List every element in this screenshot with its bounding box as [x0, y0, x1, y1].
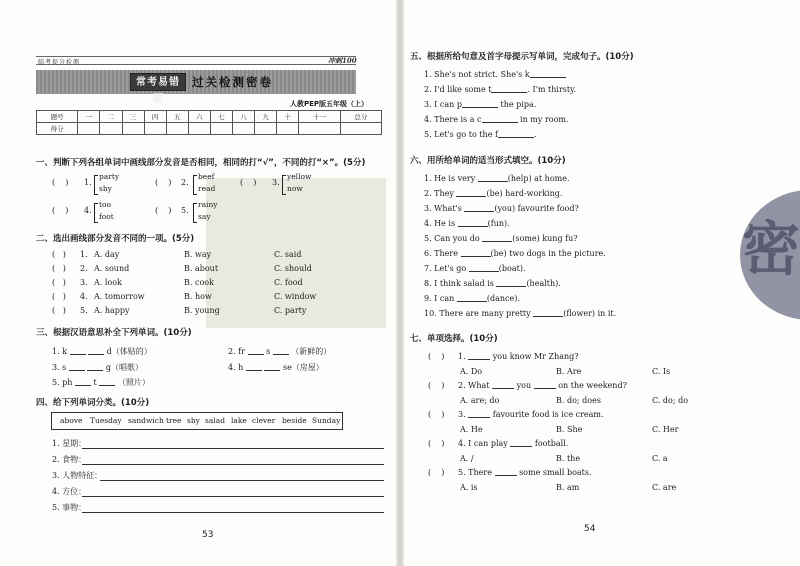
sentence-post: (you) favourite food? — [494, 204, 579, 213]
answer-paren[interactable]: ( ) — [428, 352, 445, 361]
category-label: 4. 方位： — [52, 487, 87, 496]
table-cell: 得分 — [37, 123, 78, 135]
question-post: on the weekend? — [558, 381, 627, 390]
blank[interactable] — [482, 122, 518, 123]
word-bank-word: above — [60, 416, 83, 425]
option-c: C. Is — [652, 367, 671, 376]
blank[interactable] — [69, 370, 85, 371]
answer-paren[interactable]: ( ) — [52, 278, 66, 287]
bracket — [94, 202, 98, 223]
answer-paren[interactable]: ( ) — [52, 264, 66, 273]
option-c: C. do; do — [652, 396, 689, 405]
fill-hint: （体贴的） — [111, 347, 152, 356]
sentence-post: (flower) in it. — [563, 309, 617, 318]
edition-label: 人教PEP版五年级（上） — [290, 100, 369, 108]
section-3-heading: 三、根据汉语意思补全下列单词。(10分) — [36, 328, 192, 338]
section-2-heading: 二、选出画线部分发音不同的一项。(5分) — [36, 234, 195, 244]
fill-prefix: 4. h — [228, 363, 244, 372]
sentence-item — [424, 70, 566, 79]
word-bank-word: shy — [187, 416, 200, 425]
table-cell: 十一 — [299, 111, 340, 123]
answer-paren[interactable]: ( ) — [428, 381, 445, 390]
blank[interactable] — [530, 77, 566, 78]
item-number: 5. — [181, 206, 189, 215]
blank[interactable] — [264, 370, 280, 371]
answer-paren[interactable]: ( ) — [155, 178, 172, 187]
option-b: B. am — [556, 483, 580, 492]
answer-line[interactable] — [100, 480, 384, 481]
sentence-item — [424, 130, 537, 139]
score-cell[interactable] — [299, 123, 340, 135]
sentence-post: . — [533, 130, 537, 139]
fill-item — [228, 346, 331, 357]
sentence-pre: 4. There is a c — [424, 115, 482, 124]
sentence-pre: 4. He is — [424, 219, 456, 228]
option-b: B. how — [184, 292, 212, 301]
fill-hint: （新鲜的） — [291, 347, 332, 356]
blank[interactable] — [75, 385, 91, 386]
option-b: B. cook — [184, 278, 214, 287]
word-bank-word: lake — [231, 416, 247, 425]
option-c: C. a — [652, 454, 668, 463]
sentence-item — [424, 115, 569, 124]
answer-line[interactable] — [82, 512, 384, 513]
option-b: B. the — [556, 454, 581, 463]
word-bottom: now — [287, 184, 303, 193]
blank[interactable] — [462, 107, 498, 108]
word-top: yellow — [287, 172, 312, 181]
blank[interactable] — [464, 211, 494, 212]
score-cell[interactable] — [122, 123, 144, 135]
table-cell: 四 — [144, 111, 166, 123]
option-c: C. are — [652, 483, 677, 492]
word-bank-word: sandwich — [128, 416, 164, 425]
bracket — [193, 202, 197, 223]
word-top: too — [99, 200, 112, 209]
answer-paren[interactable]: ( ) — [52, 178, 69, 187]
blank[interactable] — [246, 370, 262, 371]
score-table-score-row — [37, 123, 382, 135]
fill-mid: se — [282, 363, 292, 372]
blank[interactable] — [510, 446, 532, 447]
fill-prefix: 2. fr — [228, 347, 245, 356]
option-c: C. said — [274, 250, 302, 259]
option-c: C. window — [274, 292, 317, 301]
option-b: B. way — [184, 250, 212, 259]
answer-paren[interactable]: ( ) — [52, 306, 66, 315]
sentence-post: (dance). — [486, 294, 520, 303]
sentence-post: in my room. — [517, 115, 569, 124]
series-logo: 常考易错题 — [130, 73, 186, 91]
category-label: 3. 人物特征： — [52, 471, 103, 480]
table-cell: 二 — [100, 111, 122, 123]
word-top: rainy — [198, 200, 218, 209]
sentence-pre: 2. I'd like some t — [424, 85, 492, 94]
blank[interactable] — [495, 475, 517, 476]
fill-hint: （房屋） — [291, 363, 324, 372]
answer-paren[interactable]: ( ) — [155, 206, 172, 215]
item-number: 1. — [84, 178, 92, 187]
table-cell: 六 — [188, 111, 210, 123]
option-a: A. happy — [94, 306, 130, 315]
option-c: C. Her — [652, 425, 679, 434]
blank[interactable] — [478, 181, 508, 182]
word-bottom: shy — [99, 184, 112, 193]
question — [458, 352, 579, 361]
brand-right: 冲刺100 — [328, 56, 357, 65]
sentence-post: (boat). — [498, 264, 526, 273]
question-post: you know Mr Zhang? — [492, 352, 579, 361]
sentence-post: (some) kung fu? — [512, 234, 578, 243]
blank[interactable] — [456, 196, 486, 197]
blank[interactable] — [461, 256, 491, 257]
word-bank — [51, 412, 343, 430]
table-cell: 五 — [166, 111, 188, 123]
fill-mid: d — [106, 347, 112, 356]
option-b: B. She — [556, 425, 583, 434]
option-a: A. Do — [460, 367, 483, 376]
answer-line[interactable] — [82, 448, 384, 449]
fill-prefix: 5. ph — [52, 378, 73, 387]
sentence-item — [424, 219, 510, 228]
option-c: C. party — [274, 306, 307, 315]
table-cell: 七 — [210, 111, 232, 123]
blank[interactable] — [498, 137, 534, 138]
option-b: B. do; does — [556, 396, 601, 405]
sentence-item — [424, 279, 561, 288]
score-cell[interactable] — [233, 123, 255, 135]
word-bank-word: clever — [252, 416, 276, 425]
item-number: 3. — [80, 278, 88, 287]
table-cell: 十 — [277, 111, 299, 123]
fill-mid: t — [93, 378, 97, 387]
word-bottom: foot — [99, 212, 114, 221]
option-a: A. is — [460, 483, 478, 492]
question-pre: 3. — [458, 410, 466, 419]
sentence-pre: 1. She's not strict. She's k — [424, 70, 530, 79]
blank[interactable] — [88, 354, 104, 355]
blank[interactable] — [496, 286, 526, 287]
sentence-item — [424, 264, 526, 273]
answer-line[interactable] — [82, 496, 384, 497]
sentence-item — [424, 249, 606, 258]
score-table — [36, 110, 382, 135]
word-bottom: say — [198, 212, 211, 221]
category-label: 2. 食物： — [52, 455, 87, 464]
item-number: 2. — [181, 178, 189, 187]
option-a: A. day — [94, 250, 120, 259]
table-cell: 题号 — [37, 111, 78, 123]
sentence-item — [424, 100, 536, 109]
section-4-heading: 四、给下列单词分类。(10分) — [36, 398, 150, 408]
option-a: A. sound — [94, 264, 130, 273]
fill-hint: （照片） — [117, 378, 150, 387]
option-a: A. are; do — [460, 396, 500, 405]
bracket — [282, 174, 286, 195]
sentence-item — [424, 174, 570, 183]
sentence-post: (be) two dogs in the picture. — [490, 249, 606, 258]
score-cell[interactable] — [340, 123, 381, 135]
answer-paren[interactable]: ( ) — [52, 206, 69, 215]
fill-item — [52, 362, 143, 373]
sentence-post: the pipa. — [497, 100, 537, 109]
sentence-post: (be) hard-working. — [486, 189, 563, 198]
sentence-pre: 1. He is very — [424, 174, 476, 183]
brand-bar — [36, 56, 356, 65]
item-number: 3. — [272, 178, 280, 187]
sentence-post: . I'm thirsty. — [527, 85, 577, 94]
question — [458, 410, 604, 419]
section-7-heading: 七、单项选择。(10分) — [410, 334, 498, 344]
score-cell[interactable] — [210, 123, 232, 135]
sentence-item — [424, 294, 520, 303]
question-pre: 2. What — [458, 381, 490, 390]
word-top: party — [99, 172, 120, 181]
sentence-item — [424, 85, 576, 94]
score-cell[interactable] — [100, 123, 122, 135]
option-a: A. look — [94, 278, 122, 287]
score-cell[interactable] — [277, 123, 299, 135]
question — [458, 468, 592, 477]
fill-prefix: 1. k — [52, 347, 68, 356]
brand-tag: 临考提分检测 — [38, 59, 81, 66]
option-b: B. about — [184, 264, 219, 273]
sentence-pre: 3. What's — [424, 204, 462, 213]
blank[interactable] — [468, 417, 490, 418]
question — [458, 439, 568, 448]
question-pre: 1. — [458, 352, 466, 361]
option-a: A. tomorrow — [94, 292, 145, 301]
item-number: 5. — [80, 306, 88, 315]
item-number: 1. — [80, 250, 88, 259]
answer-paren[interactable]: ( ) — [428, 410, 445, 419]
blank[interactable] — [273, 354, 289, 355]
blank[interactable] — [87, 370, 103, 371]
sentence-post: (health). — [526, 279, 561, 288]
score-cell[interactable] — [255, 123, 277, 135]
question-pre: 4. I can play — [458, 439, 508, 448]
table-cell: 三 — [122, 111, 144, 123]
bracket — [94, 174, 98, 195]
word-bank-word: tree — [166, 416, 182, 425]
question — [458, 381, 627, 390]
sentence-item — [424, 189, 562, 198]
page-number: 54 — [584, 524, 596, 534]
sentence-pre: 6. There — [424, 249, 458, 258]
blank[interactable] — [469, 271, 499, 272]
sentence-item — [424, 309, 616, 318]
blank[interactable] — [468, 359, 490, 360]
fill-hint: （唱歌） — [111, 363, 144, 372]
question-post: you — [516, 381, 532, 390]
blank[interactable] — [458, 226, 488, 227]
word-bank-word: salad — [205, 416, 225, 425]
page-title: 过关检测密卷 — [192, 75, 273, 89]
score-table-header-row — [37, 111, 382, 123]
sentence-post: (help) at home. — [507, 174, 570, 183]
sentence-pre: 9. I can — [424, 294, 455, 303]
answer-paren[interactable]: ( ) — [52, 250, 66, 259]
fill-prefix: 3. s — [52, 363, 67, 372]
page-number: 53 — [202, 530, 214, 540]
sentence-pre: 3. I can p — [424, 100, 462, 109]
word-bank-word: Sunday — [312, 416, 341, 425]
category-label: 1. 星期： — [52, 439, 87, 448]
word-top: beef — [198, 172, 215, 181]
table-cell: 一 — [78, 111, 100, 123]
blank[interactable] — [248, 354, 264, 355]
sentence-pre: 8. I think salad is — [424, 279, 494, 288]
fill-item — [52, 377, 150, 388]
section-5-heading: 五、根据所给句意及首字母提示写单词，完成句子。(10分) — [410, 52, 634, 62]
option-a: A. He — [460, 425, 483, 434]
option-c: C. food — [274, 278, 303, 287]
question-post: football. — [534, 439, 569, 448]
question-post: favourite food is ice cream. — [492, 410, 604, 419]
answer-paren[interactable]: ( ) — [428, 439, 445, 448]
option-a: A. / — [460, 454, 474, 463]
blank[interactable] — [99, 385, 115, 386]
blank[interactable] — [492, 388, 514, 389]
score-cell[interactable] — [188, 123, 210, 135]
question-post: some small boats. — [519, 468, 592, 477]
score-cell[interactable] — [78, 123, 100, 135]
score-cell[interactable] — [144, 123, 166, 135]
blank[interactable] — [534, 388, 556, 389]
sentence-pre: 7. Let's go — [424, 264, 467, 273]
word-bank-word: Tuesday — [90, 416, 122, 425]
book-gutter — [396, 0, 404, 566]
fill-mid: g — [105, 363, 112, 372]
sentence-pre: 10. There are many pretty — [424, 309, 531, 318]
table-cell: 八 — [233, 111, 255, 123]
section-6-heading: 六、用所给单词的适当形式填空。(10分) — [410, 156, 566, 166]
blank[interactable] — [457, 301, 487, 302]
table-cell: 九 — [255, 111, 277, 123]
word-bottom: read — [198, 184, 216, 193]
category-label: 5. 事物： — [52, 503, 87, 512]
sentence-pre: 5. Can you do — [424, 234, 480, 243]
fill-item — [228, 362, 324, 373]
sentence-pre: 2. They — [424, 189, 454, 198]
sentence-item — [424, 234, 578, 243]
question-pre: 5. There — [458, 468, 492, 477]
option-c: C. should — [274, 264, 312, 273]
sentence-post: (fun). — [487, 219, 510, 228]
answer-paren[interactable]: ( ) — [52, 292, 66, 301]
blank[interactable] — [70, 354, 86, 355]
score-cell[interactable] — [166, 123, 188, 135]
bracket — [193, 174, 197, 195]
answer-line[interactable] — [82, 464, 384, 465]
fill-item — [52, 346, 152, 357]
blank[interactable] — [491, 92, 527, 93]
sentence-item — [424, 204, 579, 213]
answer-paren[interactable]: ( ) — [428, 468, 445, 477]
sentence-pre: 5. Let's go to the f — [424, 130, 498, 139]
fill-mid: s — [266, 347, 271, 356]
table-cell: 总分 — [340, 111, 381, 123]
option-b: B. young — [184, 306, 220, 315]
section-1-heading: 一、判断下列各组单词中画线部分发音是否相同，相同的打“√”，不同的打“×”。(5分) — [36, 158, 366, 168]
word-bank-word: beside — [282, 416, 307, 425]
item-number: 4. — [84, 206, 92, 215]
answer-paren[interactable]: ( ) — [240, 178, 257, 187]
seal-stamp-char: 密 — [742, 215, 800, 283]
item-number: 4. — [80, 292, 88, 301]
item-number: 2. — [80, 264, 88, 273]
blank[interactable] — [533, 316, 563, 317]
option-b: B. Are — [556, 367, 582, 376]
blank[interactable] — [482, 241, 512, 242]
